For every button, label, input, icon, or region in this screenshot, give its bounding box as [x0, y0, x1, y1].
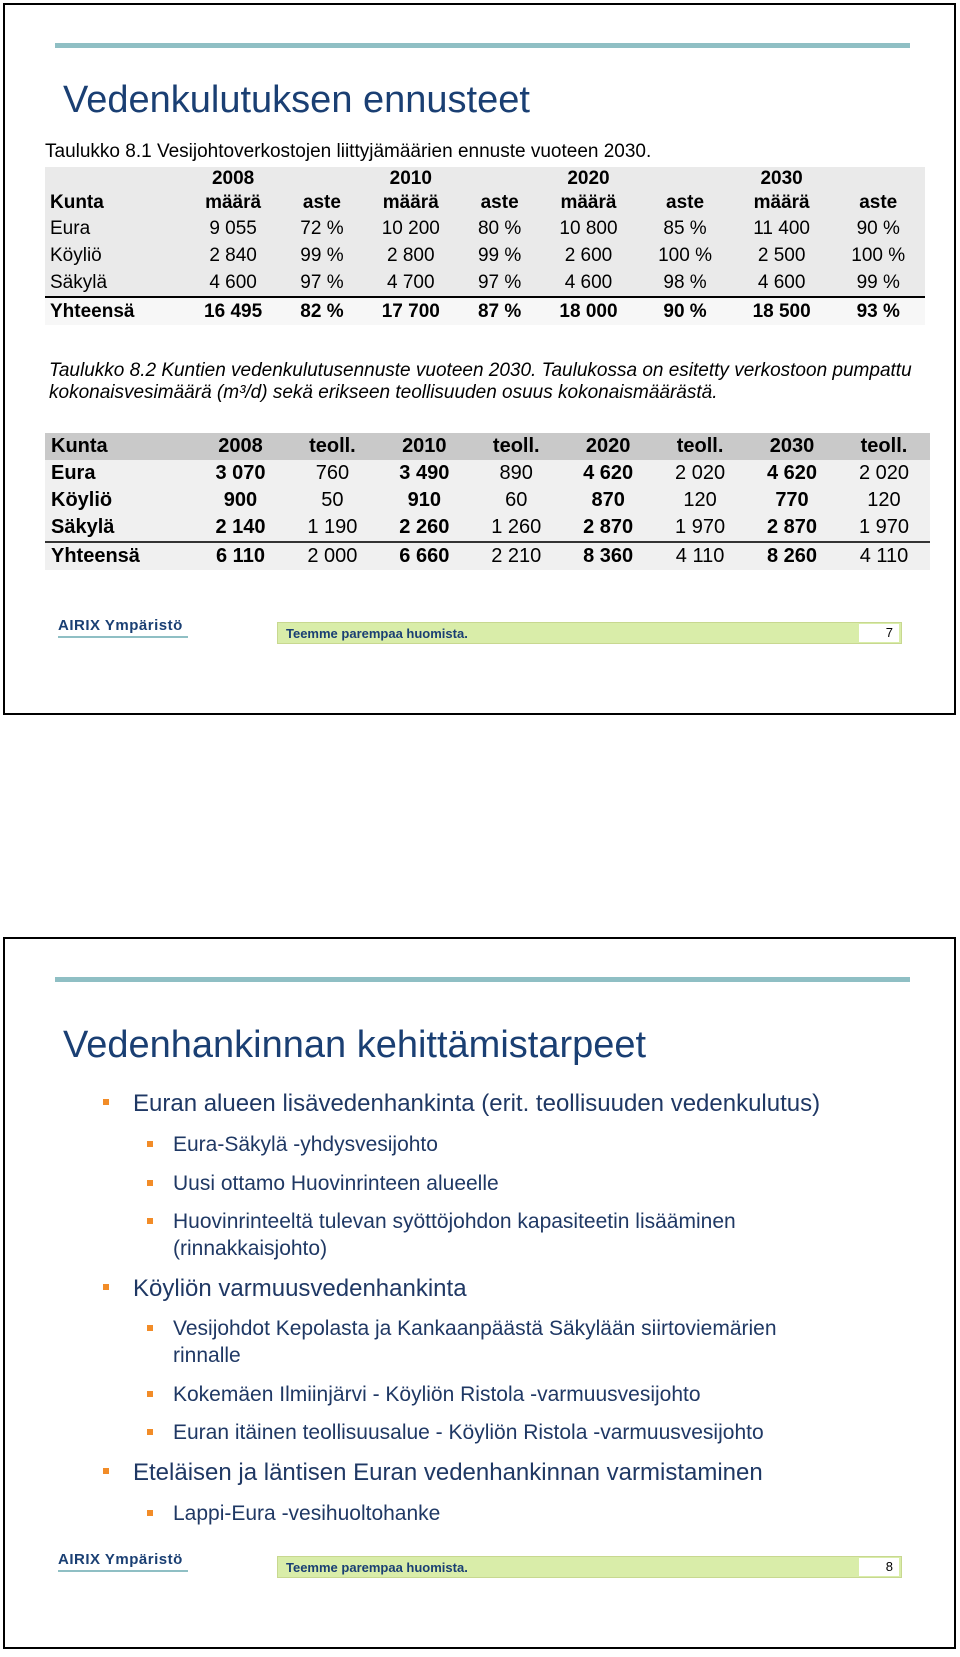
year-header: 2020 [567, 167, 610, 189]
cell: 100 % [658, 244, 712, 266]
table-row [45, 460, 930, 487]
cell: 9 055 [209, 217, 257, 239]
bullet-icon [103, 1099, 109, 1105]
column-header: aste [302, 191, 341, 213]
bullet-text: rinnalle [173, 1344, 241, 1367]
bullet-icon [147, 1141, 153, 1147]
bullet-text: Uusi ottamo Huovinrinteen alueelle [173, 1172, 499, 1195]
cell: 82 % [283, 297, 361, 325]
cell: 890 [499, 462, 533, 484]
cell: 6 660 [378, 542, 470, 570]
year-header: 2030 [760, 167, 803, 189]
slide-8 [3, 937, 956, 1649]
cell: Yhteensä [45, 542, 195, 570]
logo-underline [58, 636, 188, 638]
airix-logo [58, 1551, 188, 1572]
cell: 10 800 [559, 217, 618, 239]
footer-slogan: Teemme parempaa huomista. [286, 626, 468, 641]
table-caption: Taulukko 8.1 Vesijohtoverkostojen liittyjämäärien ennuste vuoteen 2030. [45, 141, 652, 162]
cell: 870 [591, 489, 625, 511]
column-header: teoll. [838, 433, 930, 460]
bullet-icon [147, 1180, 153, 1186]
cell: Eura [51, 462, 96, 484]
column-header: teoll. [654, 433, 746, 460]
cell: 120 [867, 489, 901, 511]
column-header: määrä [382, 191, 439, 213]
column-header: 2010 [378, 433, 470, 460]
bullet-text: Euran itäinen teollisuusalue - Köyliön Ristola -varmuusvesijohto [173, 1421, 764, 1444]
cell: 85 % [663, 217, 707, 239]
cell: 99 % [300, 244, 344, 266]
sub-bullet-item [173, 1421, 764, 1445]
bullet-icon [147, 1391, 153, 1397]
column-header: aste [859, 191, 898, 213]
cell: 770 [775, 489, 809, 511]
cell: 4 600 [209, 271, 257, 293]
column-header: teoll. [286, 433, 378, 460]
cell: Köyliö [51, 489, 113, 511]
cell: Säkylä [50, 271, 108, 293]
cell: 120 [683, 489, 717, 511]
cell: 2 000 [286, 542, 378, 570]
bullet-icon [147, 1429, 153, 1435]
sub-bullet-item [173, 1317, 777, 1341]
sub-bullet-item [173, 1172, 499, 1196]
column-header: 2008 [195, 433, 287, 460]
cell: 2 840 [209, 244, 257, 266]
cell: 3 070 [215, 462, 266, 484]
connections-forecast-table [45, 167, 925, 325]
cell: 2 870 [766, 516, 818, 538]
cell: 11 400 [753, 217, 810, 239]
bullet-continuation [173, 1237, 327, 1261]
bullet-text: (rinnakkaisjohto) [173, 1237, 328, 1260]
bullet-text: Euran alueen lisävedenhankinta (erit. teollisuuden vedenkulutus) [133, 1090, 821, 1117]
bullet-icon [147, 1218, 153, 1224]
cell: 6 110 [195, 542, 287, 570]
bullet-item [133, 1275, 467, 1303]
slide-7 [3, 3, 956, 715]
cell: 50 [321, 489, 344, 511]
slide-footer [277, 622, 902, 644]
cell: 10 200 [381, 217, 440, 239]
column-header: Kunta [50, 191, 104, 213]
sub-bullet-item [173, 1133, 438, 1157]
cell: 2 260 [399, 516, 450, 538]
cell: 80 % [477, 217, 522, 239]
column-header: 2020 [562, 433, 654, 460]
cell: 97 % [300, 271, 344, 293]
cell: 2 500 [757, 244, 806, 266]
table-row [45, 514, 930, 542]
bullet-icon [147, 1510, 153, 1516]
cell: 2 800 [387, 244, 435, 266]
logo-text: AIRIX Ympäristö [58, 617, 183, 634]
cell: Eura [50, 217, 91, 239]
column-header: teoll. [470, 433, 562, 460]
logo-text: AIRIX Ympäristö [58, 1551, 183, 1568]
table-row [45, 269, 925, 297]
cell: 4 600 [757, 271, 806, 293]
cell: 72 % [300, 217, 344, 239]
bullet-icon [147, 1325, 153, 1331]
cell: 8 260 [746, 542, 838, 570]
cell: 8 360 [562, 542, 654, 570]
cell: 1 190 [307, 516, 358, 538]
cell: 90 % [638, 297, 731, 325]
cell: 4 620 [766, 462, 818, 484]
table-total-row [45, 542, 930, 570]
cell: 4 700 [387, 271, 435, 293]
bullet-text: Eteläisen ja läntisen Euran vedenhankinnan varmistaminen [133, 1459, 763, 1486]
cell: 1 260 [491, 516, 542, 538]
cell: 1 970 [858, 516, 910, 538]
bullet-text: Vesijohdot Kepolasta ja Kankaanpäästä Säkylään siirtoviemärien [173, 1317, 777, 1340]
table-header-row [45, 433, 930, 460]
cell: 2 870 [583, 516, 634, 538]
sub-bullet-item [173, 1502, 440, 1526]
column-header: määrä [205, 191, 262, 213]
slide-title: Vedenhankinnan kehittämistarpeet [63, 1024, 647, 1066]
bullet-item [133, 1459, 763, 1487]
cell: Köyliö [50, 244, 102, 266]
cell: 4 110 [654, 542, 746, 570]
slide-accent-bar [55, 43, 910, 48]
cell: 900 [223, 489, 258, 511]
bullet-text: Köyliön varmuusvedenhankinta [133, 1275, 467, 1302]
column-header: 2030 [746, 433, 838, 460]
cell: 93 % [831, 297, 925, 325]
cell: 760 [315, 462, 350, 484]
cell: 2 140 [215, 516, 266, 538]
cell: 2 600 [564, 244, 613, 266]
cell: 87 % [461, 297, 539, 325]
cell: 16 495 [183, 297, 283, 325]
cell: Yhteensä [45, 297, 183, 325]
sub-bullet-item [173, 1383, 701, 1407]
cell: 98 % [663, 271, 707, 293]
bullet-text: Lappi-Eura -vesihuoltohanke [173, 1502, 441, 1525]
bullet-icon [103, 1468, 109, 1474]
slide-title: Vedenkulutuksen ennusteet [63, 79, 530, 121]
cell: 99 % [477, 244, 522, 266]
cell: 4 110 [838, 542, 930, 570]
year-header: 2010 [389, 167, 432, 189]
bullet-continuation [173, 1344, 241, 1368]
cell: 4 600 [564, 271, 613, 293]
table-row [45, 242, 925, 269]
table-row [45, 215, 925, 242]
cell: 910 [407, 489, 441, 511]
column-header: aste [666, 191, 705, 213]
table-row [45, 487, 930, 514]
cell: 97 % [477, 271, 522, 293]
logo-underline [58, 1570, 188, 1572]
cell: 3 490 [399, 462, 450, 484]
page-number: 7 [859, 624, 899, 642]
cell: 99 % [856, 271, 900, 293]
bullet-text: Huovinrinteeltä tulevan syöttöjohdon kapasiteetin lisääminen [173, 1210, 736, 1233]
footer-slogan: Teemme parempaa huomista. [286, 1560, 468, 1575]
year-header: 2008 [211, 167, 255, 189]
cell: 4 620 [583, 462, 634, 484]
page-number: 8 [859, 1558, 899, 1576]
column-header: määrä [753, 191, 810, 213]
cell: 18 500 [732, 297, 832, 325]
cell: 2 020 [858, 462, 910, 484]
bullet-icon [103, 1284, 109, 1290]
cell: 2 210 [470, 542, 562, 570]
slide-footer [277, 1556, 902, 1578]
column-header: Kunta [45, 433, 195, 460]
bullet-text: Eura-Säkylä -yhdysvesijohto [173, 1133, 438, 1156]
cell: 100 % [851, 244, 906, 266]
column-header: aste [480, 191, 519, 213]
cell: 2 020 [675, 462, 726, 484]
cell: 18 000 [539, 297, 639, 325]
airix-logo [58, 617, 188, 638]
bullet-item [133, 1090, 820, 1118]
column-header: määrä [560, 191, 617, 213]
sub-bullet-item [173, 1210, 736, 1234]
cell: Säkylä [51, 516, 115, 538]
bullet-text: Kokemäen Ilmiinjärvi - Köyliön Ristola -varmuusvesijohto [173, 1383, 701, 1406]
table-total-row [45, 297, 925, 325]
slide-accent-bar [55, 977, 910, 982]
cell: 17 700 [361, 297, 461, 325]
cell: 60 [505, 489, 528, 511]
consumption-forecast-table [45, 433, 930, 570]
table-caption: Taulukko 8.2 Kuntien vedenkulutusennuste vuoteen 2030. Taulukossa on esitetty verkostoon pumpattu kokonaisvesimäärä (m³/d) sekä erikseen teollisuuden osuus kokonaismäärästä. [49, 360, 912, 403]
cell: 90 % [856, 217, 900, 239]
cell: 1 970 [675, 516, 726, 538]
